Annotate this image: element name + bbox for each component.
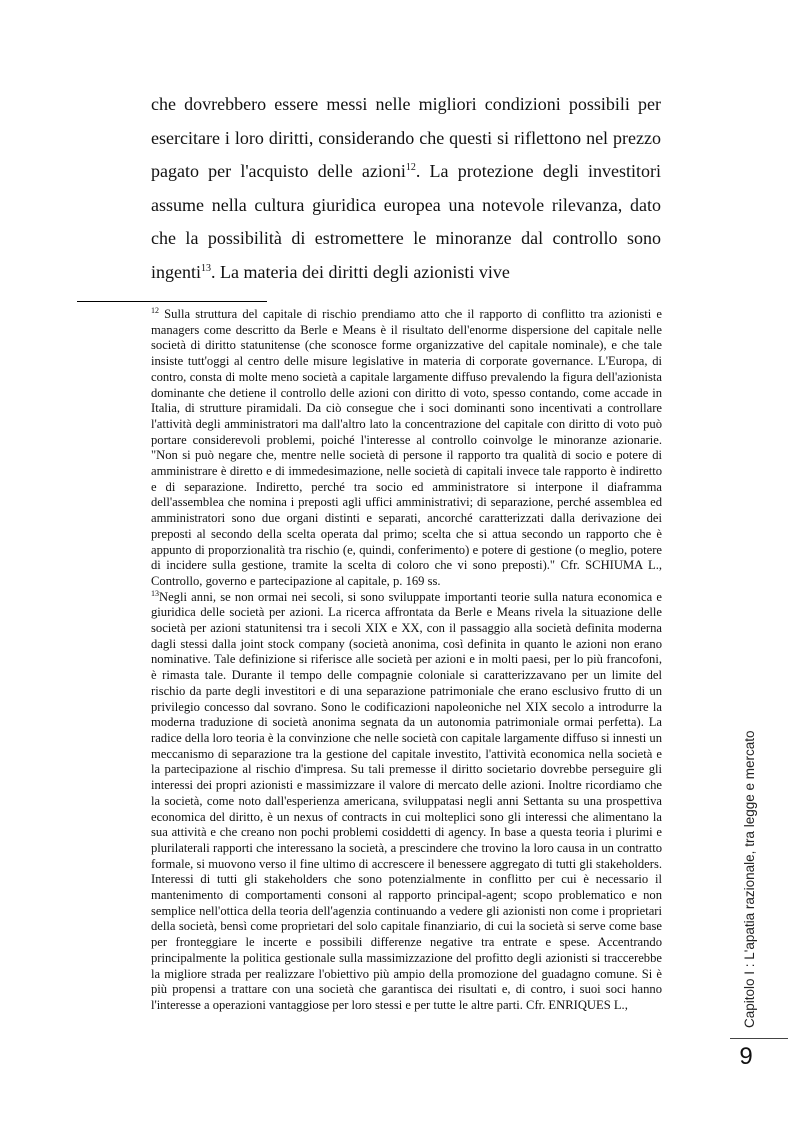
main-text-part-2: . La protezione degli investitori assume nella cultura giuridica europea una notevole rilevanza, dato che la possibilità di estromettere le minoranze dal controllo sono ingenti — [151, 161, 661, 282]
footnote-number: 13 — [151, 588, 159, 598]
page-number-separator — [730, 1038, 788, 1039]
main-text-part-3: . La materia dei diritti degli azionisti vive — [211, 261, 510, 282]
footnote-text: Negli anni, se non ormai nei secoli, si sono sviluppate importanti teorie sulla natura economica e giuridica delle società per azioni. La ricerca affrontata da Berle e Means rivela la situazione delle società per azioni statunitensi tra i secoli XIX e XX, con il passaggio alla società definita moderna dagli stessi dalla joint stock company (società anonima, così definita in quanto le azioni non erano nominative. Tale definizione si riferisce alle società per azioni e in molti paesi, per lo più francofoni, è rimasta tale. Durante il tempo delle compagnie coloniale si caratterizzavano per un limite del rischio da parte degli investitori e di una separazione patrimoniale che erano esclusivo frutto di un privilegio concesso dal sovrano. Sono le codificazioni napoleoniche nel XIX secolo a introdurre la moderna traduzione di società anonima segnata da un autonomia patrimoniale ormai perfetta). La radice della loro teoria è la convinzione che nelle società con capitale largamente diffuso si innesti un meccanismo di separazione tra la gestione del capitale investito, l'attività economica nella società e la partecipazione al rischio d'impresa. Su tali premesse il diritto societario dovrebbe perseguire gli interessi dei propri azionisti e massimizzare il valore di mercato delle azioni. Inoltre ricordiamo che la società, come noto dall'esperienza americana, sviluppatasi negli anni Settanta su una prospettiva economica del diritto, è un nexus of contracts in cui molteplici sono gli interessi che alimentano la sua attività e che creano non pochi problemi cosiddetti di agency. In base a questa teoria i plurimi e plurilaterali rapporti che interessano la società, a prescindere che trovino la loro causa in un contratto formale, si muovono verso il fine ultimo di accrescere il benessere aggregato di tutti gli stakeholders. Interessi di tutti gli stakeholders che sono potenzialmente in conflitto per cui è necessario il mantenimento di comportamenti consoni al rapporto principal-agent; scopo problematico e non semplice nell'ottica della teoria dell'agenzia continuando a vedere gli azionisti non come i proprietari della società, bensì come proprietari del solo capitale finanziario, di cui la società si serve come base per fronteggiare le incerte e possibili differenze negative tra entrate e spese. Accentrando principalmente la politica gestionale sulla massimizzazione del profitto degli azionisti si traccerebbe la migliore strada per realizzare l'obiettivo più ampio della promozione del guadagno comune. Si è più propensi a trattare con una società che garantisca dei risultati e, di contro, i suoi soci hanno l'interesse a operazioni vantaggiose per loro stessi e per tutte le altre parti. Cfr. ENRIQUES L., — [151, 589, 662, 1012]
footnote-ref-12[interactable]: 12 — [405, 162, 416, 174]
footnote-12 — [151, 307, 662, 590]
footnote-number: 12 — [151, 305, 159, 315]
main-paragraph — [151, 88, 661, 290]
footnote-13 — [151, 590, 662, 1014]
footnote-separator — [77, 301, 267, 302]
chapter-side-label: Capitolo I : L'apatia razionale, tra legge e mercato — [742, 730, 757, 1028]
main-text-part-1: che dovrebbero essere messi nelle migliori condizioni possibili per esercitare i loro diritti, considerando che questi si riflettono nel prezzo pagato per l'acquisto delle azioni — [151, 94, 661, 182]
footnote-ref-13[interactable]: 13 — [201, 262, 211, 274]
page-number: 9 — [739, 1043, 753, 1070]
footnote-text: Sulla struttura del capitale di rischio prendiamo atto che il rapporto di conflitto tra azionisti e managers come descritto da Berle e Means è il risultato dell'enorme dispersione del capitale nelle società di diritto statunitense (che sconosce forme organizzative del capitale nominale), e che tale insiste tutt'oggi al centro delle misure legislative in materia di corporate governance. L'Europa, di contro, consta di molte meno società a capitale largamente diffuso prevalendo la figura dell'azionista dominante che detiene il controllo delle azioni con diritto di voto, spesso contando, come accade in Italia, di strutture piramidali. Da ciò consegue che i soci dominanti sono incentivati a controllare l'attività degli amministratori ma dall'altro lato la concentrazione del capitale con diritto di voto può portare considerevoli problemi, poiché l'interesse al controllo coinvolge le minoranze azionarie. "Non si può negare che, mentre nelle società di persone il rapporto tra qualità di socio e potere di amministrare è diretto e di immedesimazione, nelle società di capitali invece tale rapporto è indiretto e di separazione. Indiretto, perché tra socio ed amministratore si interpone il diaframma dell'assemblea che nomina i preposti agli uffici amministrativi; di separazione, perché assemblea ed amministratori sono due organi distinti e separati, ancorché caratterizzati dalla derivazione dei preposti al secondo della scelta operata dal primo; scelta che si attua secondo un rapporto che è appunto di proporzionalità tra rischio (e, quindi, conferimento) e potere di gestione (o meglio, potere di incidere sulla gestione, tramite la scelta di coloro che vi sono preposti)." Cfr. SCHIUMA L., Controllo, governo e partecipazione al capitale, p. 169 ss. — [151, 307, 662, 588]
footnotes-section — [151, 307, 662, 1014]
